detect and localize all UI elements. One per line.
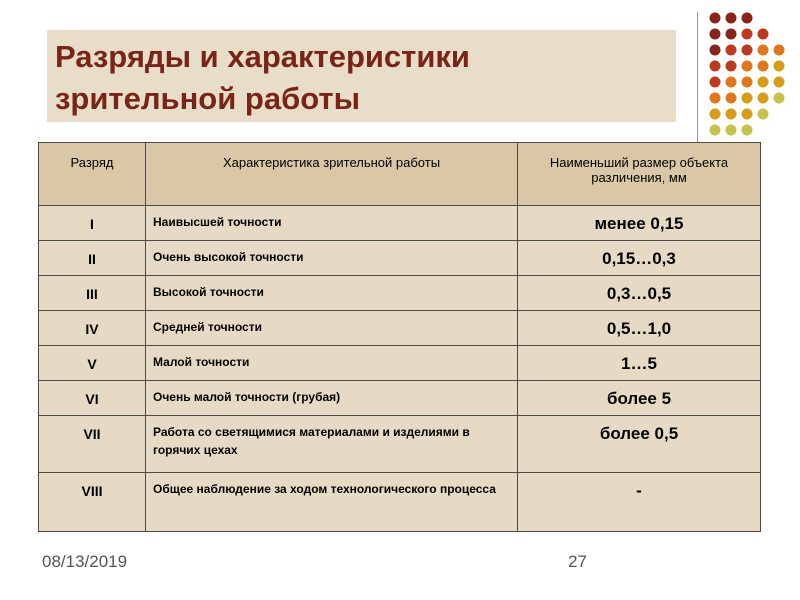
cell-characteristic: Очень высокой точности [146,241,518,276]
decorative-dot [726,29,737,40]
table-row [39,241,761,276]
decorative-dot [710,109,721,120]
cell-characteristic: Наивысшей точности [146,206,518,241]
decorative-dot [726,61,737,72]
divider-line [697,12,698,144]
cell-characteristic: Работа со светящимися материалами и изделиями в горячих цехах [146,416,518,473]
header-characteristic: Характеристика зрительной работы [146,143,518,206]
slide-title-line-2: зрительной работы [55,81,361,116]
decorative-dot-pattern-icon [700,8,800,138]
page-number: 27 [568,552,587,571]
decorative-dot [774,93,785,104]
cell-min-size: более 0,5 [518,416,761,473]
cell-characteristic: Средней точности [146,311,518,346]
decorative-dot [742,13,753,24]
cell-characteristic: Общее наблюдение за ходом технологического процесса [146,473,518,532]
decorative-dot [742,61,753,72]
cell-category: I [39,206,146,241]
cell-characteristic: Очень малой точности (грубая) [146,381,518,416]
cell-category: IV [39,311,146,346]
decorative-dot [774,77,785,88]
cell-category: V [39,346,146,381]
decorative-dot [726,93,737,104]
decorative-dot [710,77,721,88]
cell-min-size: 0,3…0,5 [518,276,761,311]
cell-category: II [39,241,146,276]
decorative-dot [742,45,753,56]
decorative-dot [742,125,753,136]
table-row [39,346,761,381]
header-category: Разряд [39,143,146,206]
table-row [39,206,761,241]
decorative-dot [742,29,753,40]
decorative-dot [742,109,753,120]
decorative-dot [758,61,769,72]
decorative-dot [710,29,721,40]
decorative-dot [710,93,721,104]
cell-min-size: 0,5…1,0 [518,311,761,346]
decorative-dot [758,93,769,104]
decorative-dot [726,13,737,24]
slide-title-line-1: Разряды и характеристики [55,39,470,74]
table-header-row [39,143,761,206]
cell-characteristic: Высокой точности [146,276,518,311]
table-row [39,276,761,311]
table-row [39,473,761,532]
decorative-dot [758,29,769,40]
decorative-dot [742,77,753,88]
table-row [39,381,761,416]
slide-title [55,36,675,120]
visual-work-table [38,142,761,532]
decorative-dot [710,45,721,56]
decorative-dot [710,61,721,72]
cell-min-size: - [518,473,761,532]
decorative-dot [774,61,785,72]
cell-min-size: более 5 [518,381,761,416]
cell-category: VIII [39,473,146,532]
decorative-dot [758,45,769,56]
decorative-dot [726,109,737,120]
table-row [39,416,761,473]
footer-date: 08/13/2019 [42,552,128,571]
header-min-object-size: Наименьший размер объекта различения, мм [518,143,761,206]
decorative-dot [710,125,721,136]
decorative-dot [758,77,769,88]
cell-category: VII [39,416,146,473]
cell-min-size: 0,15…0,3 [518,241,761,276]
table-row [39,311,761,346]
decorative-dot [726,77,737,88]
decorative-dot [710,13,721,24]
cell-category: III [39,276,146,311]
decorative-dot [742,93,753,104]
cell-min-size: 1…5 [518,346,761,381]
decorative-dot [774,45,785,56]
decorative-dot [758,109,769,120]
cell-min-size: менее 0,15 [518,206,761,241]
cell-category: VI [39,381,146,416]
decorative-dot [726,45,737,56]
decorative-dot [726,125,737,136]
cell-characteristic: Малой точности [146,346,518,381]
